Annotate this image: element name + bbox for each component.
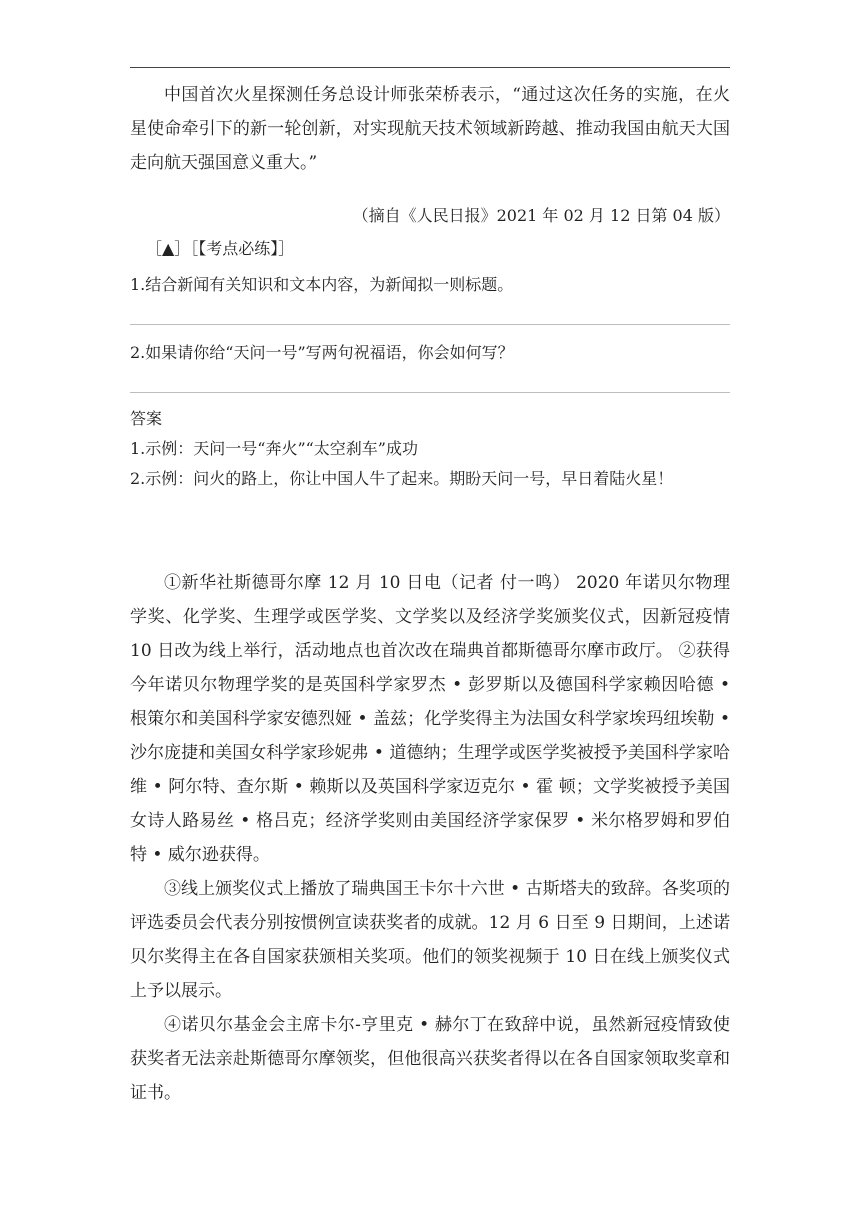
intro-section [130, 78, 730, 180]
article-paragraph: ③线上颁奖仪式上播放了瑞典国王卡尔十六世 • 古斯塔夫的致辞。各奖项的评选委员会代表分别按惯例宣读获奖者的成就。12 月 6 日至 9 日期间，上述诺贝尔奖得主在各自国家获颁相关奖项。他们的领奖视频于 10 日在线上颁奖仪式上予以展示。 [130, 879, 731, 1001]
intro-paragraph: 中国首次火星探测任务总设计师张荣桥表示，“通过这次任务的实施，在火星使命牵引下的新一轮创新，对实现航天技术领域新跨越、推动我国由航天大国走向航天强国意义重大。” [130, 85, 730, 173]
answer-section [130, 404, 730, 494]
question-text: 2.如果请你给“天问一号”写两句祝福语，你会如何写？ [130, 343, 514, 362]
question-text: 1.结合新闻有关知识和文本内容，为新闻拟一则标题。 [130, 275, 514, 294]
practice-label: ［▲］［【考点必练】］ [146, 239, 295, 258]
answer-item: 1.示例：天问一号“奔火”“太空刹车”成功 [130, 439, 418, 458]
answer-line [130, 392, 730, 393]
top-rule [130, 67, 730, 68]
article-section [130, 566, 730, 1110]
question-2 [130, 338, 730, 368]
article-paragraph: ①新华社斯德哥尔摩 12 月 10 日电（记者 付一鸣） 2020 年诺贝尔物理学奖、化学奖、生理学或医学奖、文学奖以及经济学奖颁奖仪式，因新冠疫情 10 日改为线上举行，活动地点也首次改在瑞典首都斯德哥尔摩市政厅。 ②获得今年诺贝尔物理学奖的是英国科学家罗杰 • 彭罗斯以及德国科学家赖因哈德 • 根策尔和美国科学家安德烈娅 • 盖兹；化学奖得主为法国女科学家埃玛纽埃勒 • 沙尔庞捷和美国女科学家珍妮弗 • 道德纳；生理学或医学奖被授予美国科学家哈维 • 阿尔特、查尔斯 • 赖斯以及英国科学家迈克尔 • 霍 顿；文学奖被授予美国女诗人路易丝 • 格吕克；经济学奖则由美国经济学家保罗 • 米尔格罗姆和罗伯特 • 威尔逊获得。 [130, 573, 730, 865]
answer-heading: 答案 [130, 409, 163, 428]
answer-line [130, 324, 730, 325]
source-citation: （摘自《人民日报》2021 年 02 月 12 日第 04 版） [352, 206, 730, 225]
article-paragraph: ④诺贝尔基金会主席卡尔-亨里克 • 赫尔丁在致辞中说，虽然新冠疫情致使获奖者无法亲赴斯德哥尔摩领奖，但他很高兴获奖者得以在各自国家领取奖章和证书。 [130, 1015, 730, 1103]
question-1 [130, 270, 730, 300]
answer-item: 2.示例：问火的路上，你让中国人牛了起来。期盼天问一号，早日着陆火星！ [130, 469, 674, 488]
